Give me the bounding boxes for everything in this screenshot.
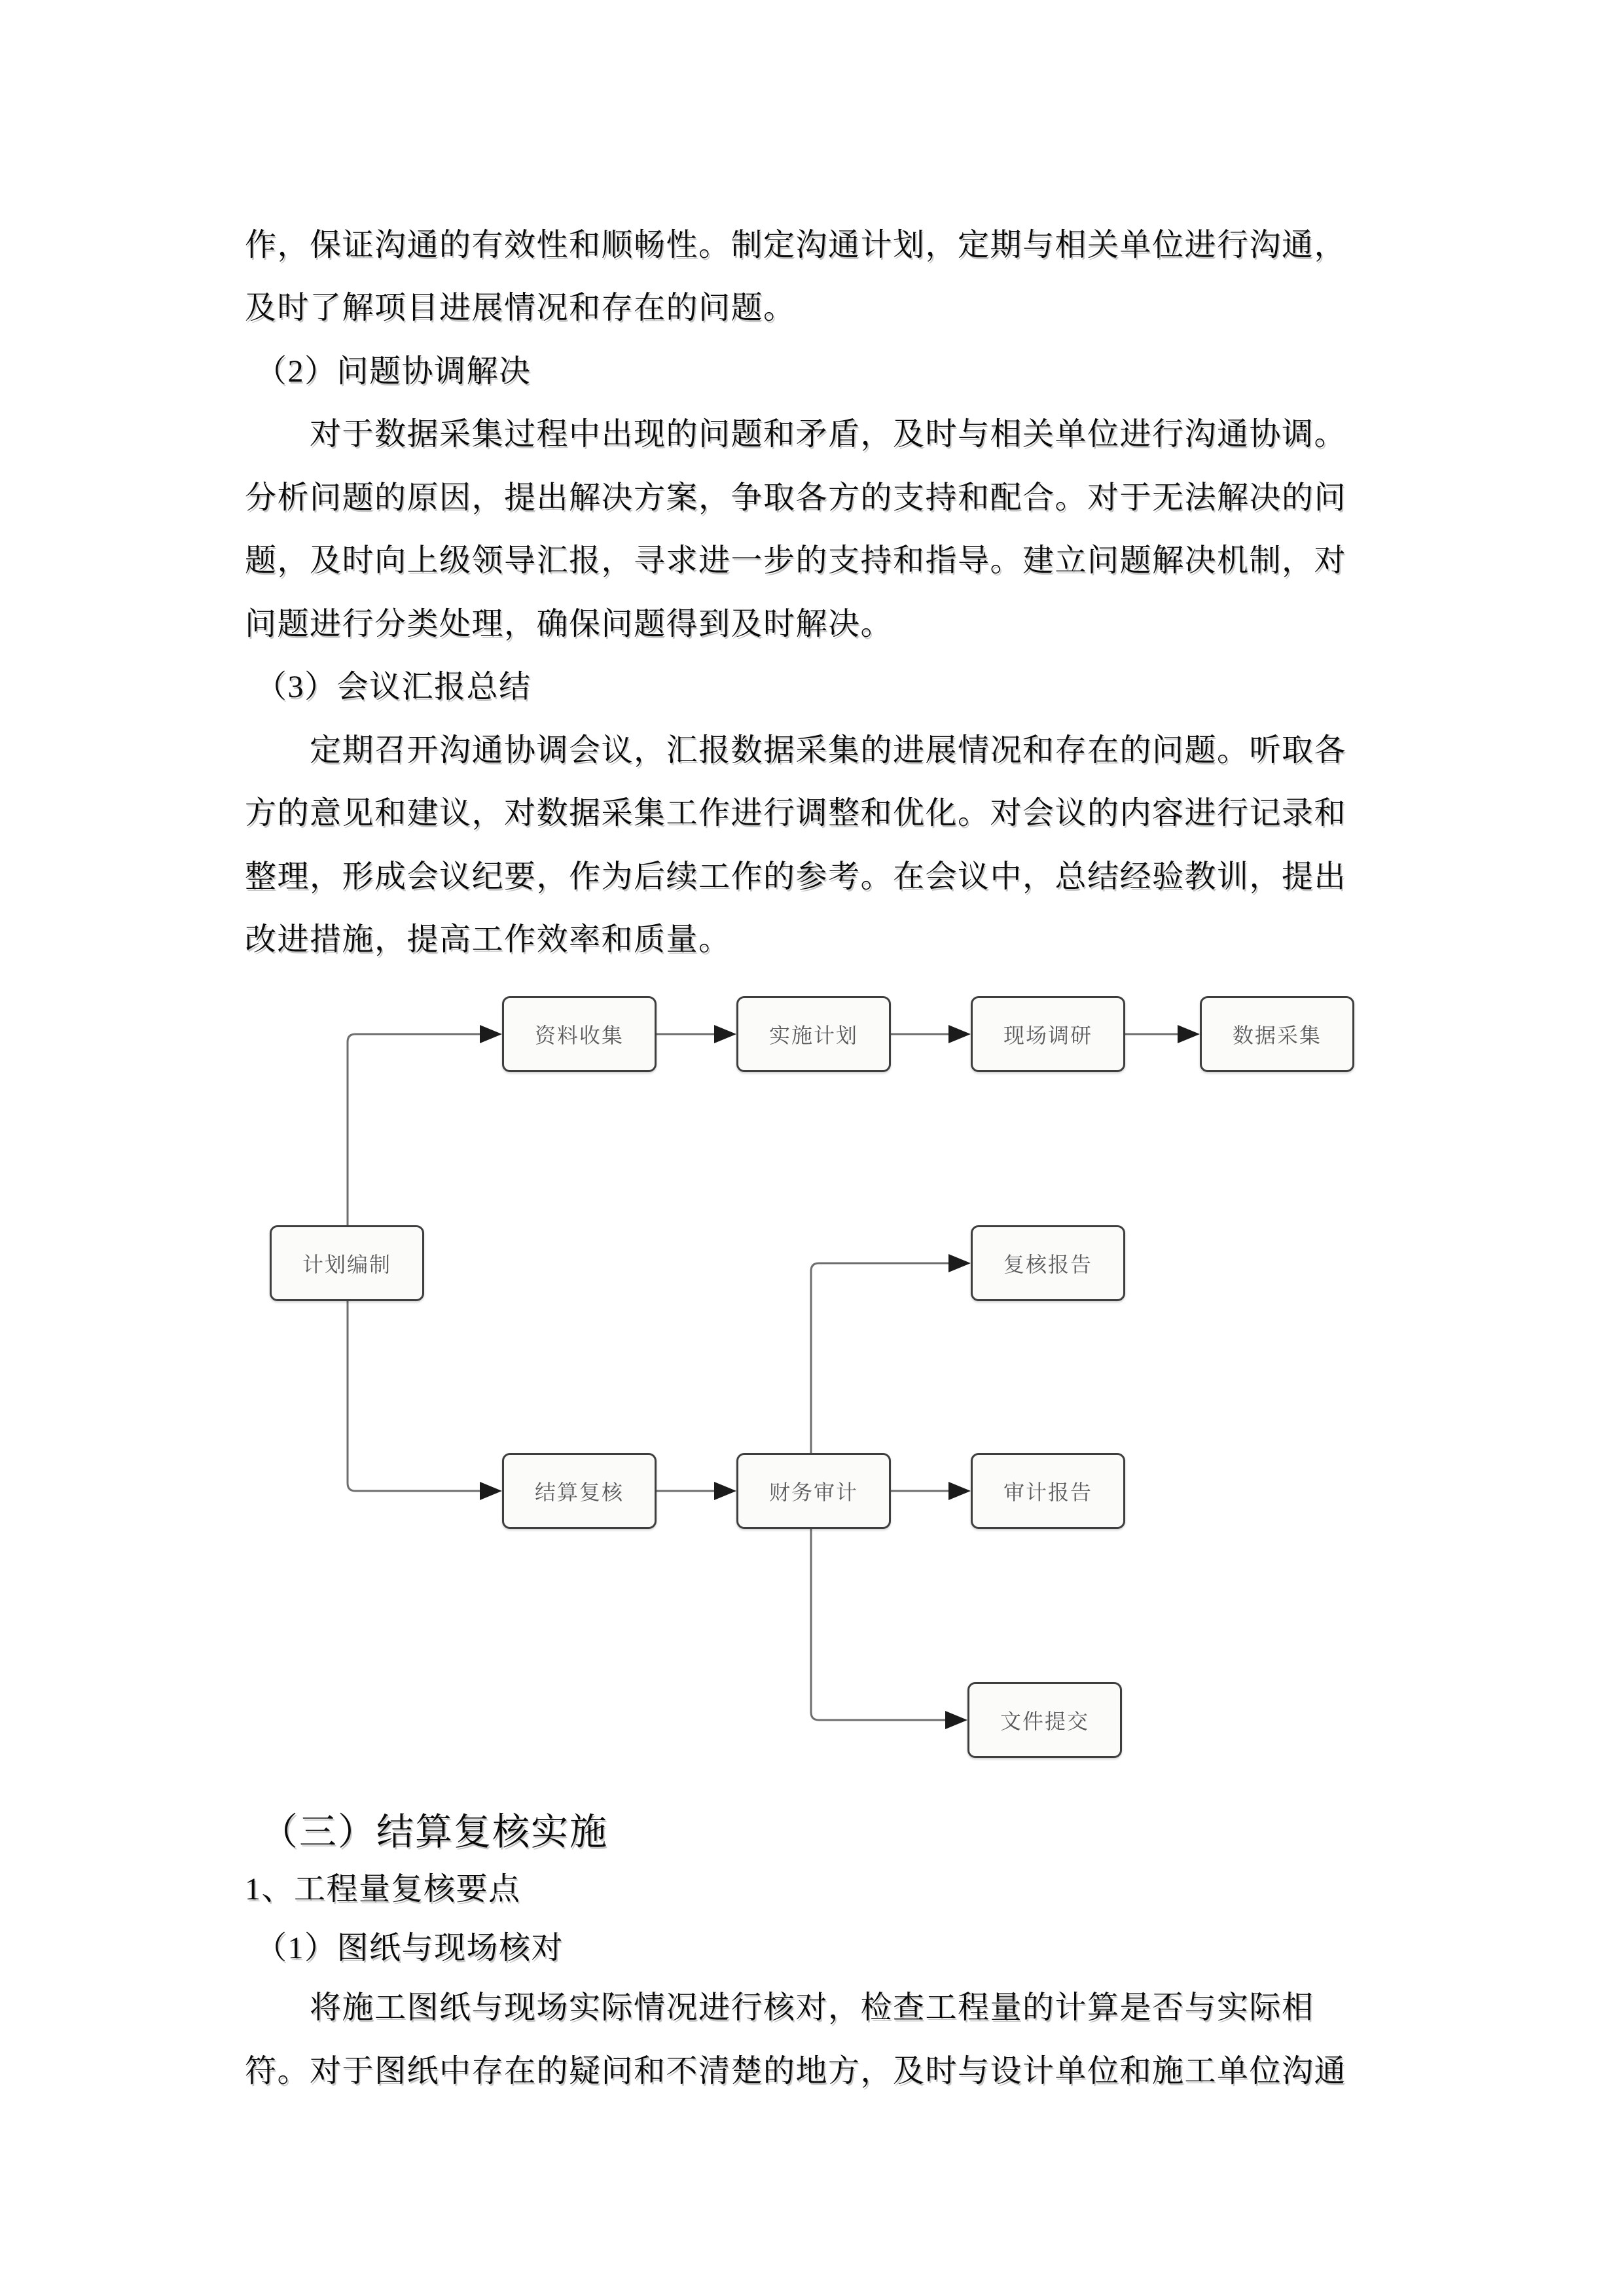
flow-node-data-acquisition: 数据采集 [1200, 996, 1354, 1072]
paragraph-line: 作，保证沟通的有效性和顺畅性。制定沟通计划，定期与相关单位进行沟通， [245, 228, 1347, 262]
arrowhead-collection-to-implementation [714, 1025, 736, 1043]
paragraph-line: 改进措施，提高工作效率和质量。 [245, 922, 731, 957]
subheading-drawing-site-check: （1）图纸与现场核对 [255, 1931, 564, 1965]
arrowhead-settlement-to-audit [714, 1482, 736, 1500]
subheading-meeting-summary: （3）会议汇报总结 [255, 670, 532, 704]
arrowhead-audit-to-report [948, 1482, 971, 1500]
subheading-problem-coordination: （2）问题协调解决 [255, 354, 532, 389]
arrowhead-implementation-to-survey [948, 1025, 971, 1043]
flow-node-plan-preparation: 计划编制 [270, 1225, 424, 1301]
list-item-quantity-review: 1、工程量复核要点 [245, 1872, 521, 1907]
paragraph-line: 问题进行分类处理，确保问题得到及时解决。 [245, 607, 893, 641]
arrowhead-plan-to-collection [480, 1025, 502, 1043]
section-heading-settlement-review: （三）结算复核实施 [261, 1812, 608, 1853]
paragraph-line: 分析问题的原因，提出解决方案，争取各方的支持和配合。对于无法解决的问 [245, 480, 1347, 515]
connector-audit-to-file-submission [811, 1529, 947, 1720]
paragraph-line: 整理，形成会议纪要，作为后续工作的参考。在会议中，总结经验教训，提出 [245, 859, 1347, 894]
paragraph-line: 方的意见和建议，对数据采集工作进行调整和优化。对会议的内容进行记录和 [245, 796, 1347, 831]
connector-audit-to-review-report [811, 1263, 950, 1453]
paragraph-line: 符。对于图纸中存在的疑问和不清楚的地方，及时与设计单位和施工单位沟通 [245, 2054, 1347, 2089]
arrowhead-plan-to-settlement [480, 1482, 502, 1500]
flow-node-review-report: 复核报告 [971, 1225, 1125, 1301]
paragraph-line: 题，及时向上级领导汇报，寻求进一步的支持和指导。建立问题解决机制，对 [245, 543, 1347, 578]
flow-node-data-collection: 资料收集 [502, 996, 657, 1072]
connector-plan-to-settlement [348, 1301, 481, 1491]
paragraph-line: 定期召开沟通协调会议，汇报数据采集的进展情况和存在的问题。听取各 [310, 733, 1347, 768]
flow-node-file-submission: 文件提交 [967, 1682, 1122, 1758]
connector-plan-to-collection [348, 1034, 481, 1225]
flow-node-implementation-plan: 实施计划 [736, 996, 891, 1072]
paragraph-line: 及时了解项目进展情况和存在的问题。 [245, 291, 796, 325]
flow-node-site-survey: 现场调研 [971, 996, 1125, 1072]
flow-node-settlement-review: 结算复核 [502, 1453, 657, 1529]
paragraph-line: 对于数据采集过程中出现的问题和矛盾，及时与相关单位进行沟通协调。 [310, 417, 1347, 452]
flow-node-financial-audit: 财务审计 [736, 1453, 891, 1529]
arrowhead-audit-to-review-report [948, 1254, 971, 1272]
arrowhead-survey-to-acquisition [1178, 1025, 1200, 1043]
arrowhead-audit-to-file-submission [945, 1711, 967, 1729]
paragraph-line: 将施工图纸与现场实际情况进行核对，检查工程量的计算是否与实际相 [310, 1990, 1314, 2025]
flow-node-audit-report: 审计报告 [971, 1453, 1125, 1529]
